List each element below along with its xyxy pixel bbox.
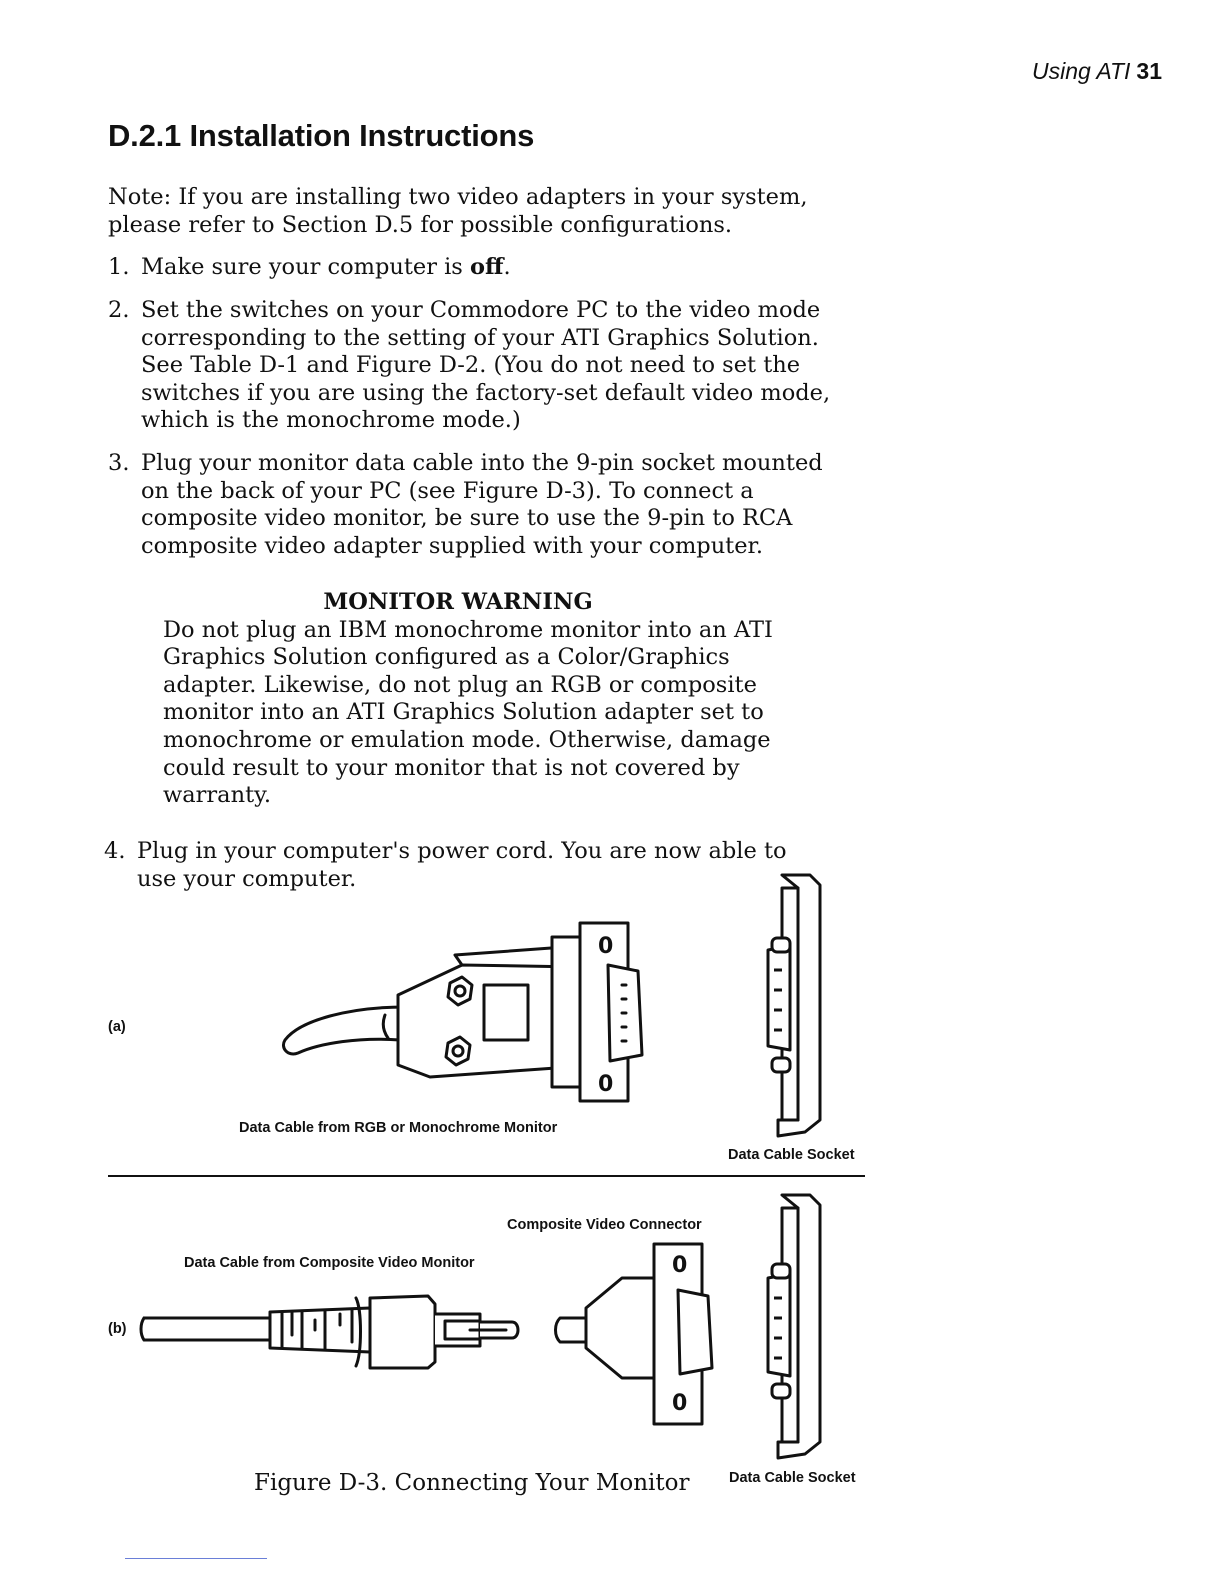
figure-divider — [108, 1175, 865, 1177]
panel-a-socket-label: Data Cable Socket — [728, 1147, 855, 1163]
composite-video-connector-illustration — [550, 1238, 720, 1428]
warning-title: MONITOR WARNING — [323, 589, 593, 615]
page-number: 31 — [1136, 58, 1162, 84]
panel-a-label: (a) — [108, 1019, 126, 1035]
data-cable-socket-a-illustration — [760, 870, 830, 1140]
header-section-title: Using ATI — [1031, 58, 1131, 84]
step-text: Plug in your computer's power cord. You are now able to use your computer. — [137, 838, 787, 892]
step-text: Plug your monitor data cable into the 9-pin socket mounted on the back of your PC (see Figure D-3). To connect a composite video monitor, be sure to use the 9-pin to RCA composite video adapter supplied with your computer. — [141, 450, 823, 559]
footer-rule — [125, 1558, 267, 1559]
svg-text:0: 0 — [598, 934, 614, 959]
step-3 — [108, 450, 848, 560]
step-2 — [108, 297, 848, 435]
composite-video-connector-label: Composite Video Connector — [507, 1217, 702, 1233]
d-sub-cable-illustration — [280, 915, 660, 1105]
step-number: 3. — [108, 450, 130, 476]
step-1 — [108, 254, 848, 282]
step-number: 2. — [108, 297, 130, 323]
warning-text: Do not plug an IBM monochrome monitor into an ATI Graphics Solution configured as a Color/Graphics adapter. Likewise, do not plug an RGB or composite monitor into an ATI Graphics Solution adapter set to monochrome or emulation mode. Otherwise, damage could result to your monitor that is not covered by warranty. — [163, 616, 773, 809]
monitor-warning — [163, 589, 773, 810]
step-text: Set the switches on your Commodore PC to the video mode corresponding to the setting of your ATI Graphics Solution. See Table D-1 and Figure D-2. (You do not need to set the switches if you are using the factory-set default video mode, which is the monochrome mode.) — [141, 297, 831, 434]
panel-b-label: (b) — [108, 1321, 127, 1337]
panel-a-cable-label: Data Cable from RGB or Monochrome Monitor — [239, 1120, 558, 1136]
svg-text:0: 0 — [598, 1072, 614, 1097]
figure-caption: Figure D-3. Connecting Your Monitor — [254, 1470, 690, 1496]
note-paragraph: Note: If you are installing two video adapters in your system, please refer to Section D.5 for possible configurations. — [108, 184, 808, 238]
step-number: 1. — [108, 254, 130, 280]
step-4 — [104, 838, 804, 893]
panel-b-cable-label: Data Cable from Composite Video Monitor — [184, 1255, 475, 1271]
section-heading: D.2.1 Installation Instructions — [108, 118, 535, 153]
svg-text:0: 0 — [672, 1391, 688, 1416]
step-bold-word: off — [470, 254, 504, 280]
step-number: 4. — [104, 838, 126, 864]
svg-text:0: 0 — [672, 1253, 688, 1278]
data-cable-socket-b-illustration — [760, 1190, 830, 1465]
panel-b-socket-label: Data Cable Socket — [729, 1470, 856, 1486]
step-text: Make sure your computer is off. — [141, 254, 511, 280]
rca-plug-cable-illustration — [140, 1290, 525, 1375]
page-header — [1032, 58, 1162, 85]
